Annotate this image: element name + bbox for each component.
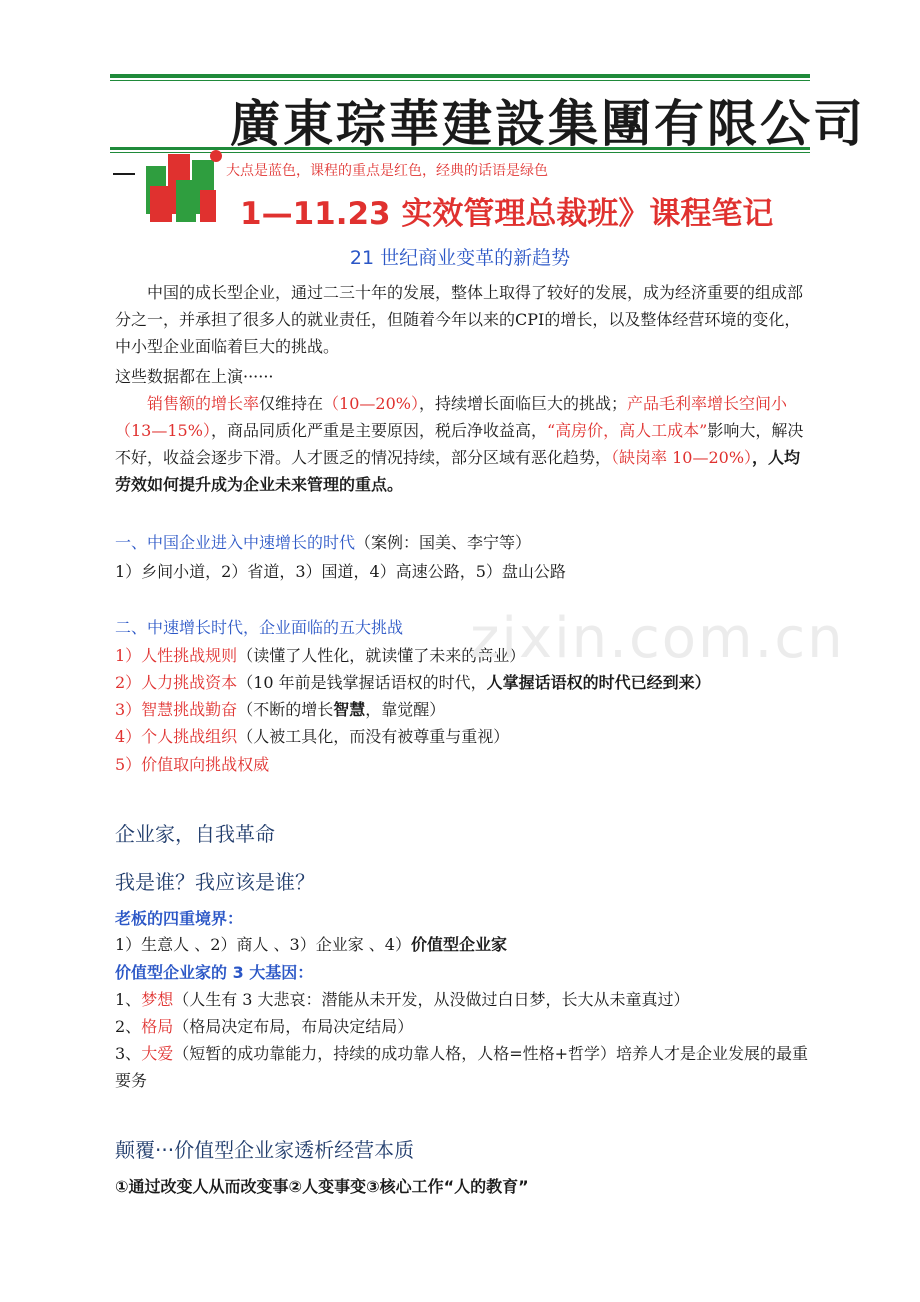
challenge-emphasis: 智慧 (333, 700, 366, 719)
challenge-desc: （读懂了人性化，就读懂了未来的商业） (237, 646, 526, 665)
gene-num: 2、 (115, 1017, 142, 1036)
challenge-item-5 (115, 752, 269, 775)
stats-range-1: （10—20%） (323, 394, 419, 413)
company-name: 廣東琮華建設集團有限公司 (230, 94, 866, 153)
gene-desc: （格局决定布局，布局决定结局） (173, 1017, 414, 1036)
section1-title: 一、中国企业进入中速增长的时代 (115, 533, 356, 552)
sales-growth-label: 销售额的增长率 (147, 394, 260, 413)
gene-item-1 (115, 987, 690, 1010)
watermark: zixin.com.cn (470, 606, 845, 671)
vacancy-rate: （缺岗率 10—20%） (611, 448, 753, 467)
page-title: 1—11.23 实效管理总裁班》课程笔记 (240, 196, 774, 232)
section1-roads-line: 1）乡间小道，2）省道，3）国道，4）高速公路，5）盘山公路 (115, 562, 566, 581)
gene-desc: （短暂的成功靠能力，持续的成功靠人格，人格=性格+哲学）培养人才是企业发展的最重要务 (115, 1044, 809, 1090)
stats-text-2: ，持续增长面临巨大的挑战； (418, 394, 627, 413)
gene-num: 3、 (115, 1044, 142, 1063)
intro-data-line: 这些数据都在上演······ (115, 367, 274, 386)
cost-quote: “高房价，高人工成本” (546, 421, 708, 440)
section1-note: （案例：国美、李宁等） (355, 533, 532, 552)
challenge-emphasis: 人掌握话语权的时代已经到来） (486, 673, 711, 692)
section1-heading (115, 530, 531, 553)
challenge-desc: （人被工具化，而没有被尊重与重视） (237, 727, 510, 746)
stats-conclusion: ，人均劳效如何提升成为企业未来管理的重点。 (115, 448, 801, 494)
challenge-label: 5）价值取向挑战权威 (115, 755, 270, 774)
color-legend-note: 大点是蓝色，课程的重点是红色，经典的话语是绿色 (226, 163, 548, 179)
challenge-item-1 (115, 643, 525, 666)
gene-num: 1、 (115, 990, 142, 1009)
realms-list: 1）生意人 、2）商人 、3）企业家 、4） (115, 935, 411, 954)
building-logo-icon (140, 146, 236, 226)
four-realms-heading: 老板的四重境界： (115, 909, 244, 928)
challenge-item-2 (115, 670, 711, 693)
header-rule-top (110, 74, 810, 78)
intro-stats-paragraph (115, 390, 815, 498)
gene-label: 大爱 (141, 1044, 174, 1063)
who-am-i-heading: 我是谁？我应该是谁？ (115, 870, 315, 894)
challenge-label: 3）智慧挑战勤奋 (115, 700, 238, 719)
gene-desc: （人生有 3 大悲哀：潜能从未开发，从没做过白日梦，长大从未童真过） (173, 990, 690, 1009)
header-rule-top-thin (110, 80, 810, 81)
essence-line: ①通过改变人从而改变事②人变事变③核心工作“人的教育” (115, 1177, 529, 1196)
section2-heading: 二、中速增长时代，企业面临的五大挑战 (115, 618, 404, 637)
challenge-item-3 (115, 697, 445, 720)
challenge-label: 1）人性挑战规则 (115, 646, 238, 665)
header-underline-mark (113, 173, 135, 175)
challenge-desc: （10 年前是钱掌握话语权的时代， (237, 673, 487, 692)
challenge-label: 4）个人挑战组织 (115, 727, 238, 746)
page-subtitle: 21 世纪商业变革的新趋势 (349, 247, 571, 269)
challenge-item-4 (115, 724, 509, 747)
subvert-heading: 颠覆···价值型企业家透析经营本质 (115, 1138, 415, 1162)
four-realms-line (115, 932, 507, 955)
entrepreneur-heading: 企业家，自我革命 (115, 822, 275, 846)
challenge-label: 2）人力挑战资本 (115, 673, 238, 692)
stats-text-1: 仅维持在 (259, 394, 324, 413)
challenge-desc-end: ，靠觉醒） (365, 700, 446, 719)
stats-text-3: ，商品同质化严重是主要原因，税后净收益高， (210, 421, 547, 440)
gene-item-2 (115, 1014, 413, 1037)
stats-text-4: 影响大，解决不好，收益会逐步下滑。人才匮乏的情况持续，部分区域有恶化趋势， (115, 421, 804, 467)
three-genes-heading: 价值型企业家的 3 大基因： (115, 963, 314, 982)
gene-item-3 (115, 1040, 815, 1094)
challenge-desc: （不断的增长 (237, 700, 334, 719)
intro-paragraph: 中国的成长型企业，通过二三十年的发展，整体上取得了较好的发展，成为经济重要的组成部分之一，并承担了很多人的就业责任，但随着今年以来的CPI的增长，以及整体经营环境的变化，中小型企业面临着巨大的挑战。 (115, 283, 804, 356)
realms-highest: 价值型企业家 (410, 935, 507, 954)
gene-label: 格局 (141, 1017, 174, 1036)
margin-growth-label: 产品毛利率增长空间小（13—15%） (115, 394, 787, 440)
gene-label: 梦想 (141, 990, 174, 1009)
